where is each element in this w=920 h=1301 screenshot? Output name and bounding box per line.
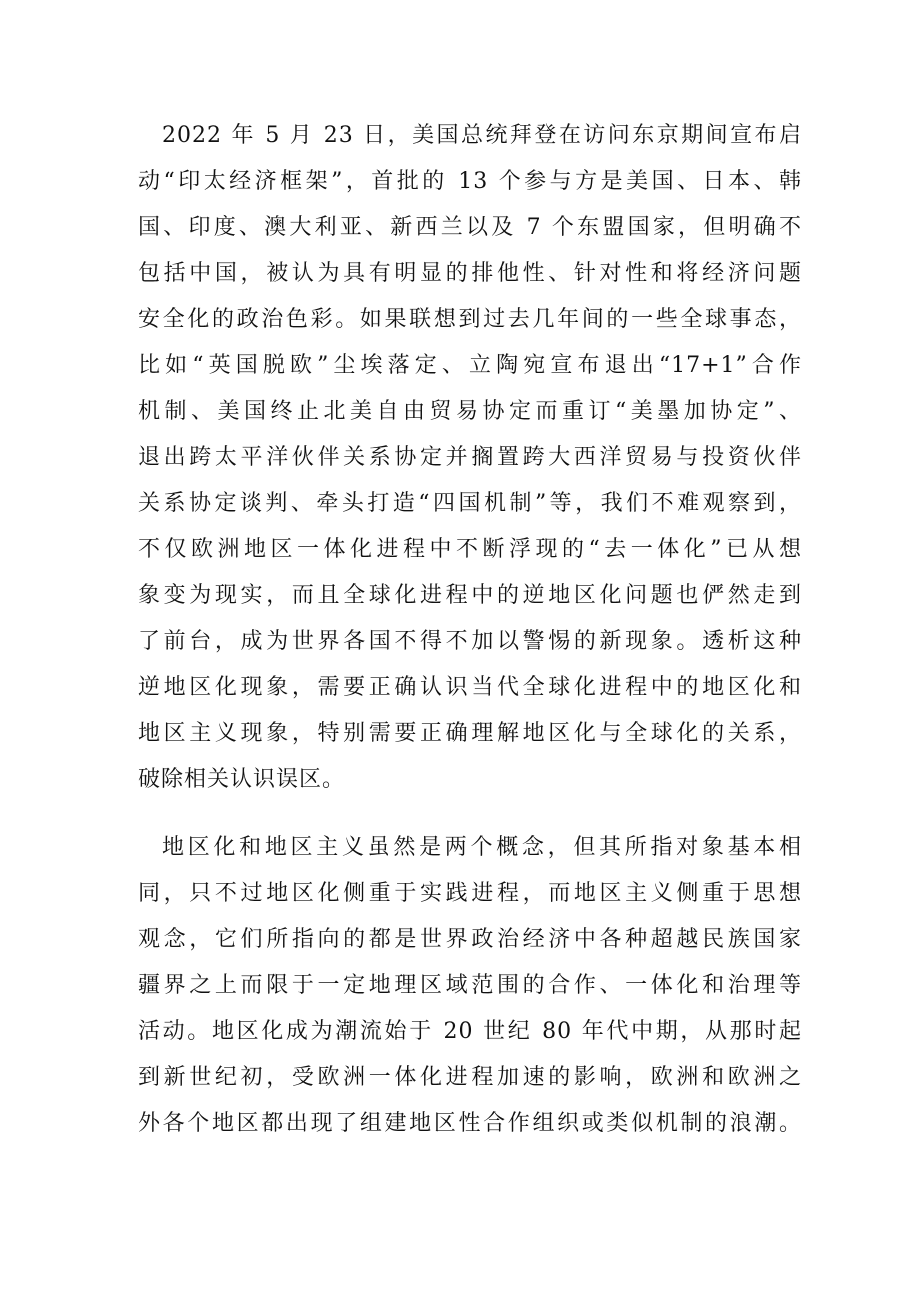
text-line: 动“印太经济框架”，首批的 13 个参与方是美国、日本、韩	[138, 169, 802, 194]
text-line: 退出跨太平洋伙伴关系协定并搁置跨大西洋贸易与投资伙伴	[138, 445, 802, 470]
text-line: 到新世纪初，受欧洲一体化进程加速的影响，欧洲和欧洲之	[138, 1065, 802, 1090]
text-line: 活动。地区化成为潮流始于 20 世纪 80 年代中期，从那时起	[138, 1019, 802, 1044]
text-line: 外各个地区都出现了组建地区性合作组织或类似机制的浪潮。	[138, 1111, 802, 1136]
text-line: 破除相关认识误区。	[138, 767, 346, 792]
text-line: 关系协定谈判、牵头打造“四国机制”等，我们不难观察到，	[138, 491, 802, 516]
text-line: 2022 年 5 月 23 日，美国总统拜登在访问东京期间宣布启	[162, 123, 802, 148]
text-line: 安全化的政治色彩。如果联想到过去几年间的一些全球事态，	[138, 307, 802, 332]
text-line: 国、印度、澳大利亚、新西兰以及 7 个东盟国家，但明确不	[138, 215, 802, 240]
text-line: 疆界之上而限于一定地理区域范围的合作、一体化和治理等	[138, 973, 802, 998]
text-line: 逆地区化现象，需要正确认识当代全球化进程中的地区化和	[138, 675, 802, 700]
text-line: 观念，它们所指向的都是世界政治经济中各种超越民族国家	[138, 927, 802, 952]
text-line: 比如“英国脱欧”尘埃落定、立陶宛宣布退出“17+1”合作	[138, 353, 802, 378]
text-line: 象变为现实，而且全球化进程中的逆地区化问题也俨然走到	[138, 583, 802, 608]
text-line: 地区主义现象，特别需要正确理解地区化与全球化的关系，	[138, 721, 802, 746]
text-line: 机制、美国终止北美自由贸易协定而重订“美墨加协定”、	[138, 399, 802, 424]
text-line: 同，只不过地区化侧重于实践进程，而地区主义侧重于思想	[138, 881, 802, 906]
text-line: 地区化和地区主义虽然是两个概念，但其所指对象基本相	[162, 835, 802, 860]
text-line: 不仅欧洲地区一体化进程中不断浮现的“去一体化”已从想	[138, 537, 802, 562]
text-line: 包括中国，被认为具有明显的排他性、针对性和将经济问题	[138, 261, 802, 286]
text-line: 了前台，成为世界各国不得不加以警惕的新现象。透析这种	[138, 629, 802, 654]
